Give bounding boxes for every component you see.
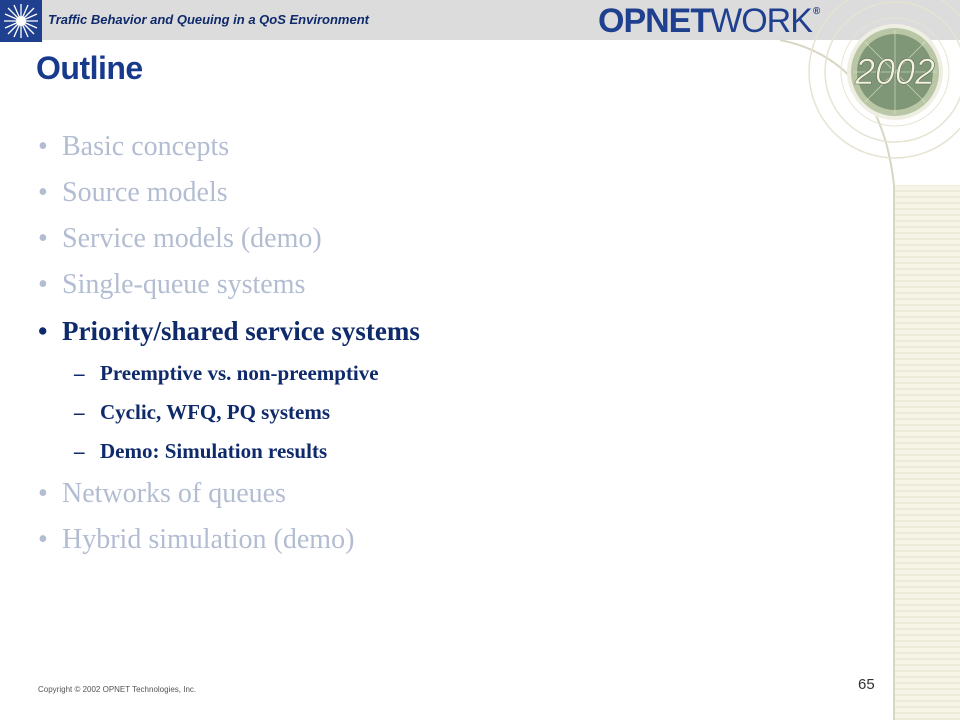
copyright-notice: Copyright © 2002 OPNET Technologies, Inc.	[38, 685, 197, 694]
list-item-text: Source models	[62, 177, 228, 208]
list-item-text: Service models (demo)	[62, 223, 322, 254]
bullet: •	[38, 478, 48, 509]
dash: –	[74, 439, 85, 463]
list-item-text: Basic concepts	[62, 131, 230, 162]
bullet: •	[38, 131, 48, 162]
sub-item-text: Demo: Simulation results	[100, 439, 328, 463]
sub-item-text: Cyclic, WFQ, PQ systems	[100, 400, 330, 424]
star-icon	[0, 0, 42, 42]
dash: –	[74, 400, 85, 424]
bullet: •	[38, 316, 48, 346]
page-number: 65	[858, 676, 875, 693]
logo-work-text: WORK	[710, 2, 812, 40]
bullet: •	[38, 223, 48, 254]
bullet: •	[38, 269, 48, 300]
presentation-title: Traffic Behavior and Queuing in a QoS Environment	[48, 12, 369, 27]
sub-item-text: Preemptive vs. non-preemptive	[100, 361, 379, 385]
year-badge-text: 2002	[854, 51, 936, 92]
bullet: •	[38, 524, 48, 555]
star-logo	[0, 0, 42, 42]
slide-title: Outline	[36, 50, 143, 86]
list-item-text: Hybrid simulation (demo)	[62, 524, 355, 555]
decorative-sidebar	[780, 0, 960, 720]
logo-opnet-text: OPNET	[598, 2, 711, 40]
year-badge	[847, 24, 943, 120]
list-item-text: Single-queue systems	[62, 269, 306, 300]
list-item-text: Networks of queues	[62, 478, 286, 509]
dash: –	[74, 361, 85, 385]
list-item-text: Priority/shared service systems	[62, 316, 420, 346]
registered-mark: ®	[812, 6, 820, 17]
bullet: •	[38, 177, 48, 208]
